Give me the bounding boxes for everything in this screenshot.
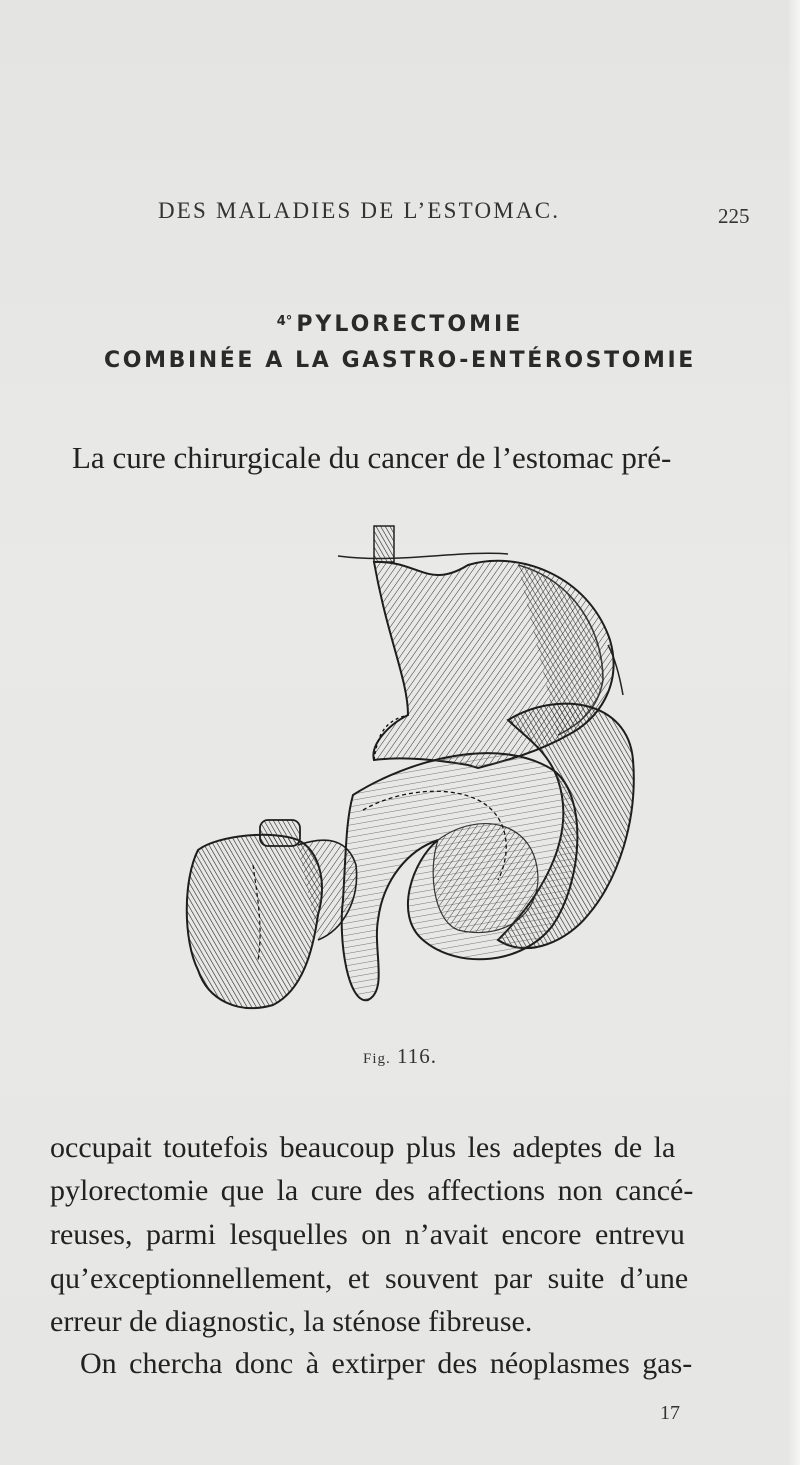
body-line-6: On chercha donc à extirper des néoplasmes gas- — [80, 1347, 693, 1380]
section-title-line1 — [0, 312, 800, 337]
body-line-5: erreur de diagnostic, la sténose fibreuse. — [50, 1305, 533, 1338]
caption-number: 116. — [397, 1044, 437, 1068]
section-title-line2: COMBINÉE A LA GASTRO-ENTÉROSTOMIE — [104, 348, 696, 373]
figure-caption — [0, 1044, 800, 1069]
body-line-4: qu’exceptionnellement, et souvent par suite d’une — [50, 1262, 689, 1295]
body-line-2: pylorectomie que la cure des affections non cancé- — [50, 1174, 694, 1207]
duodenal-stump — [260, 820, 300, 846]
section-number: 4° — [276, 314, 293, 329]
page-number: 225 — [718, 204, 750, 228]
section-title-text: PYLORECTOMIE — [296, 312, 524, 337]
page-edge — [788, 0, 800, 1465]
esophagus-shape — [374, 526, 394, 562]
body-line-3: reuses, parmi lesquelles on n’avait encore entrevu — [50, 1218, 685, 1251]
running-head: DES MALADIES DE L’ESTOMAC. — [158, 198, 561, 223]
lead-paragraph-line: La cure chirurgicale du cancer de l’estomac pré- — [72, 440, 672, 475]
anatomical-illustration — [178, 520, 643, 1020]
stomach-intestine-engraving — [178, 520, 643, 1020]
body-line-1: occupait toutefois beaucoup plus les adeptes de la — [50, 1131, 676, 1164]
caption-prefix: Fig. — [363, 1051, 391, 1067]
signature-mark: 17 — [660, 1402, 680, 1424]
